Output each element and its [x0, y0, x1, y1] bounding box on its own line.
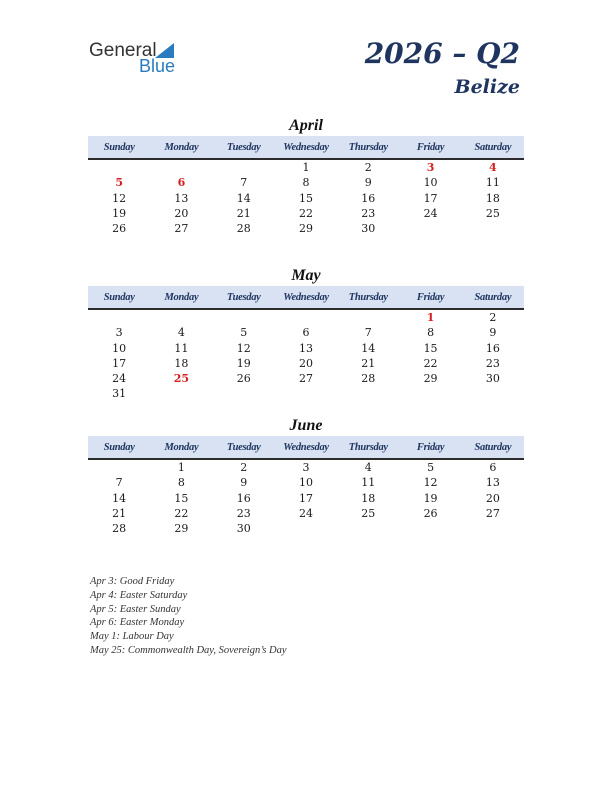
day-cell-empty	[88, 310, 150, 325]
day-cell: 19	[112, 206, 127, 220]
day-cell: 13	[485, 476, 500, 490]
day-cell: 20	[174, 206, 189, 220]
day-cell-empty	[213, 310, 275, 325]
day-grid	[88, 160, 524, 236]
holiday-notes	[90, 575, 510, 658]
day-cell: 22	[298, 206, 313, 220]
day-cell: 21	[236, 206, 251, 220]
day-cell: 26	[112, 222, 127, 236]
country-name: Belize	[454, 76, 520, 98]
day-cell: 23	[485, 356, 500, 370]
day-cell: 17	[423, 191, 438, 205]
day-cell: 31	[112, 387, 127, 401]
page-title: 2026 – Q2	[364, 37, 520, 70]
day-cell: 22	[174, 506, 189, 520]
day-cell: 4	[489, 161, 497, 174]
day-cell: 15	[423, 341, 438, 355]
weekday-saturday: Saturday	[474, 291, 512, 303]
day-cell: 8	[177, 476, 185, 490]
day-cell-empty	[213, 160, 275, 175]
day-cell: 19	[423, 491, 438, 505]
day-cell: 18	[361, 491, 376, 505]
day-cell: 4	[364, 461, 372, 474]
weekday-monday: Monday	[164, 441, 199, 453]
day-cell: 16	[236, 491, 251, 505]
day-cell: 5	[240, 326, 248, 340]
day-cell: 3	[426, 161, 435, 174]
day-cell: 16	[361, 191, 376, 205]
day-grid	[88, 460, 524, 536]
day-cell: 12	[112, 191, 127, 205]
weekday-sunday: Sunday	[103, 441, 135, 453]
generalblue-logo	[89, 40, 189, 76]
day-cell-empty	[275, 386, 337, 401]
day-cell: 25	[485, 206, 500, 220]
month-calendar-june	[88, 416, 524, 536]
day-cell: 11	[361, 476, 376, 490]
weekday-thursday: Thursday	[348, 441, 388, 453]
day-cell-empty	[88, 460, 150, 475]
weekday-monday: Monday	[164, 141, 199, 153]
day-cell: 24	[298, 506, 313, 520]
weekday-tuesday: Tuesday	[226, 141, 261, 153]
day-cell: 17	[298, 491, 313, 505]
day-cell: 26	[236, 372, 251, 386]
holiday-note: May 25: Commonwealth Day, Sovereign’s Day	[90, 644, 287, 656]
weekday-thursday: Thursday	[348, 291, 388, 303]
day-cell: 24	[423, 206, 438, 220]
logo-text-general: General	[89, 40, 157, 61]
day-cell: 14	[112, 491, 127, 505]
day-cell: 20	[485, 491, 500, 505]
weekday-friday: Friday	[416, 141, 445, 153]
day-cell: 24	[112, 372, 127, 386]
weekday-header	[88, 136, 524, 160]
day-cell-empty	[337, 521, 399, 536]
day-cell: 29	[174, 522, 189, 536]
day-cell: 15	[298, 191, 313, 205]
day-cell: 7	[115, 476, 123, 490]
day-cell-empty	[213, 386, 275, 401]
day-cell-empty	[337, 386, 399, 401]
day-cell-empty	[399, 221, 461, 236]
day-cell-empty	[462, 521, 524, 536]
day-cell: 2	[364, 161, 372, 174]
day-cell: 30	[485, 372, 500, 386]
day-cell: 8	[427, 326, 435, 340]
day-cell: 22	[423, 356, 438, 370]
day-cell-empty	[399, 386, 461, 401]
day-cell-empty	[337, 310, 399, 325]
weekday-monday: Monday	[164, 291, 199, 303]
day-cell: 20	[298, 356, 313, 370]
day-cell: 28	[361, 372, 376, 386]
day-cell: 14	[361, 341, 376, 355]
day-cell: 12	[423, 476, 438, 490]
day-cell: 6	[489, 461, 497, 474]
day-cell: 21	[112, 506, 127, 520]
weekday-friday: Friday	[416, 441, 445, 453]
weekday-friday: Friday	[416, 291, 445, 303]
day-cell: 27	[174, 222, 189, 236]
day-cell: 14	[236, 191, 251, 205]
day-grid	[88, 310, 524, 402]
day-cell: 29	[298, 222, 313, 236]
day-cell-empty	[275, 310, 337, 325]
day-cell: 3	[115, 326, 123, 340]
holiday-note: Apr 6: Easter Monday	[90, 617, 185, 629]
day-cell: 7	[240, 176, 248, 190]
month-calendar-april	[88, 116, 524, 236]
day-cell: 23	[361, 206, 376, 220]
weekday-header	[88, 436, 524, 460]
day-cell: 29	[423, 372, 438, 386]
day-cell: 15	[174, 491, 189, 505]
day-cell: 2	[240, 461, 248, 474]
weekday-sunday: Sunday	[103, 291, 135, 303]
day-cell: 4	[177, 326, 185, 340]
day-cell: 10	[423, 176, 438, 190]
day-cell: 25	[173, 372, 190, 386]
day-cell: 17	[112, 356, 127, 370]
holiday-note: May 1: Labour Day	[90, 631, 174, 643]
day-cell: 9	[240, 476, 248, 490]
day-cell: 23	[236, 506, 251, 520]
logo-text-blue: Blue	[139, 56, 176, 76]
day-cell: 6	[177, 176, 186, 190]
weekday-wednesday: Wednesday	[283, 441, 329, 453]
weekday-saturday: Saturday	[474, 441, 512, 453]
day-cell: 30	[236, 522, 251, 536]
month-title: May	[291, 267, 321, 284]
weekday-wednesday: Wednesday	[283, 141, 329, 153]
weekday-sunday: Sunday	[103, 141, 135, 153]
holiday-note: Apr 3: Good Friday	[90, 576, 175, 587]
month-title: June	[289, 417, 323, 434]
day-cell: 11	[485, 176, 500, 190]
weekday-tuesday: Tuesday	[226, 441, 261, 453]
day-cell-empty	[275, 521, 337, 536]
day-cell: 26	[423, 506, 438, 520]
day-cell: 13	[298, 341, 313, 355]
day-cell-empty	[150, 386, 212, 401]
weekday-tuesday: Tuesday	[226, 291, 261, 303]
day-cell: 13	[174, 191, 189, 205]
holiday-note: Apr 5: Easter Sunday	[90, 603, 181, 615]
day-cell-empty	[462, 221, 524, 236]
day-cell: 1	[302, 161, 310, 174]
day-cell: 18	[174, 356, 189, 370]
day-cell: 30	[361, 222, 376, 236]
month-title: April	[289, 117, 323, 134]
day-cell: 10	[298, 476, 313, 490]
day-cell: 27	[485, 506, 500, 520]
day-cell: 6	[302, 326, 310, 340]
day-cell: 11	[174, 341, 189, 355]
day-cell: 1	[177, 461, 185, 474]
day-cell: 5	[427, 461, 435, 474]
weekday-header	[88, 286, 524, 310]
day-cell: 16	[485, 341, 500, 355]
day-cell: 28	[236, 222, 251, 236]
weekday-wednesday: Wednesday	[283, 291, 329, 303]
day-cell-empty	[150, 160, 212, 175]
day-cell: 9	[364, 176, 372, 190]
day-cell: 3	[302, 461, 310, 474]
day-cell: 19	[236, 356, 251, 370]
day-cell-empty	[399, 521, 461, 536]
weekday-thursday: Thursday	[348, 141, 388, 153]
day-cell: 25	[361, 506, 376, 520]
day-cell: 18	[485, 191, 500, 205]
day-cell: 8	[302, 176, 310, 190]
weekday-saturday: Saturday	[474, 141, 512, 153]
day-cell-empty	[88, 160, 150, 175]
day-cell: 27	[298, 372, 313, 386]
day-cell: 7	[364, 326, 372, 340]
holiday-note: Apr 4: Easter Saturday	[90, 589, 188, 601]
day-cell: 10	[112, 341, 127, 355]
day-cell: 9	[489, 326, 497, 340]
day-cell: 1	[426, 311, 435, 324]
day-cell: 12	[236, 341, 251, 355]
day-cell: 5	[115, 176, 123, 190]
day-cell: 2	[489, 311, 497, 324]
day-cell: 21	[361, 356, 376, 370]
day-cell: 28	[112, 522, 127, 536]
day-cell-empty	[462, 386, 524, 401]
month-calendar-may	[88, 266, 524, 402]
day-cell-empty	[150, 310, 212, 325]
